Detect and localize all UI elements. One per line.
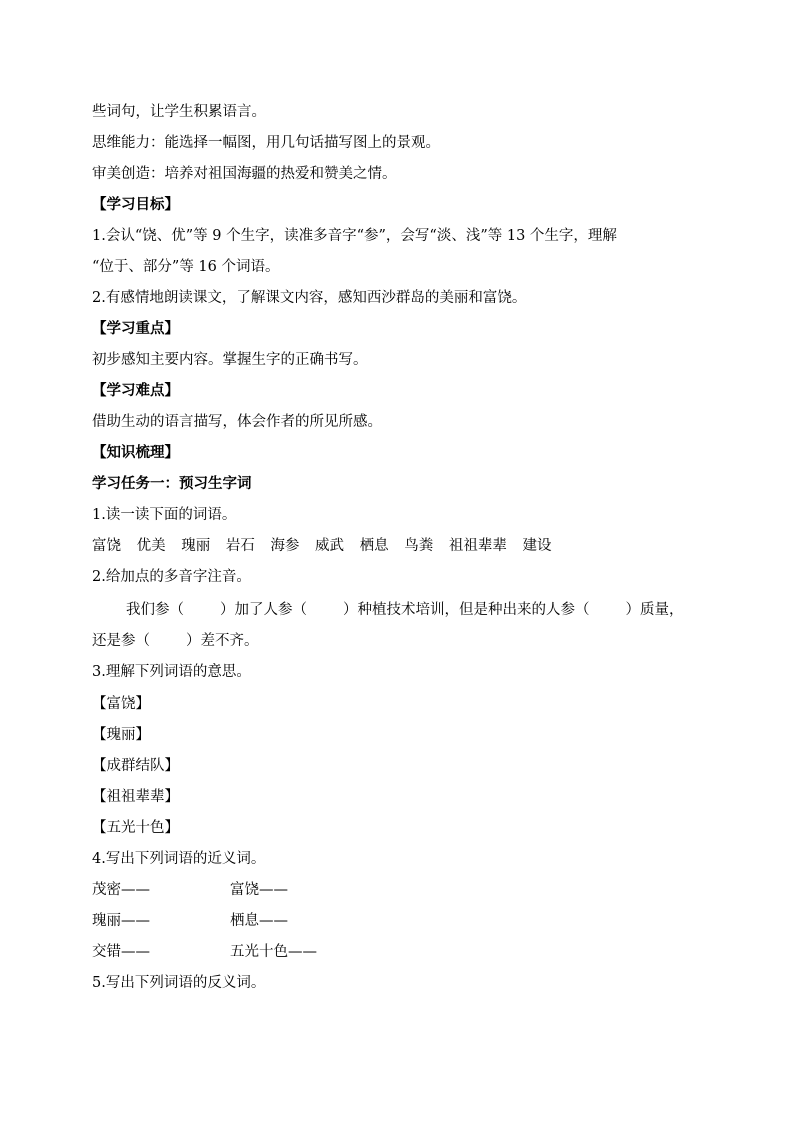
word: 富饶 <box>92 538 121 554</box>
word: 瑰丽 <box>181 538 211 554</box>
word: 威武 <box>315 538 345 554</box>
q4-word: 瑰丽—— <box>92 913 150 929</box>
q5-title: 5.写出下列词语的反义词。 <box>92 975 266 991</box>
q3-item: 【瑰丽】 <box>92 727 150 743</box>
key-heading: 【学习重点】 <box>92 320 179 337</box>
q2-part: 我们参（ <box>126 602 184 618</box>
q4-word: 栖息—— <box>230 913 288 929</box>
word: 栖息 <box>359 538 389 554</box>
q4-pair-row <box>92 942 412 962</box>
goal-item-1: 1.会认“饶、优”等 9 个生字，读准多音字“参”，会写“淡、浅”等 13 个生字，理解 <box>92 228 617 244</box>
q4-pair-row <box>92 911 412 931</box>
q4-title: 4.写出下列词语的近义词。 <box>92 851 266 867</box>
q2-title: 2.给加点的多音字注音。 <box>92 569 251 585</box>
word: 建设 <box>522 538 552 554</box>
text-line: 审美创造：培养对祖国海疆的热爱和赞美之情。 <box>92 166 397 182</box>
word: 鸟粪 <box>404 538 434 554</box>
q4-word: 交错—— <box>92 944 150 960</box>
q2-part: ）质量， <box>625 602 684 618</box>
knowledge-heading: 【知识梳理】 <box>92 444 179 461</box>
q3-item: 【富饶】 <box>92 696 150 712</box>
q3-item: 【成群结队】 <box>92 758 179 774</box>
goal-item-2: 2.有感情地朗读课文，了解课文内容，感知西沙群岛的美丽和富饶。 <box>92 290 527 306</box>
q2-part: 还是参（ <box>92 633 150 649</box>
q3-item: 【祖祖辈辈】 <box>92 789 179 805</box>
q2-part: ）差不齐。 <box>186 633 259 649</box>
q2-part: ）种植技术培训，但是种出来的人参（ <box>343 602 590 618</box>
word: 祖祖辈辈 <box>448 538 507 554</box>
q4-pair-row <box>92 880 412 900</box>
text-line: 思维能力：能选择一幅图，用几句话描写图上的景观。 <box>92 135 440 151</box>
difficulty-heading: 【学习难点】 <box>92 382 179 399</box>
q3-item: 【五光十色】 <box>92 820 179 836</box>
q4-word: 富饶—— <box>230 882 288 898</box>
q4-word: 茂密—— <box>92 882 150 898</box>
q2-sentence <box>126 600 684 620</box>
q2-part: ）加了人参（ <box>220 602 307 618</box>
task1-title: 学习任务一：预习生字词 <box>92 475 252 492</box>
goal-item-1-cont: “位于、部分”等 16 个词语。 <box>92 259 280 275</box>
word: 海参 <box>270 538 300 554</box>
q3-title: 3.理解下列词语的意思。 <box>92 664 251 680</box>
q1-title: 1.读一读下面的词语。 <box>92 507 237 523</box>
goal-heading: 【学习目标】 <box>92 196 179 213</box>
word: 岩石 <box>225 538 255 554</box>
q4-word: 五光十色—— <box>230 944 317 960</box>
difficulty-text: 借助生动的语言描写，体会作者的所见所感。 <box>92 414 382 430</box>
word: 优美 <box>136 538 166 554</box>
q2-sentence-cont <box>92 631 259 651</box>
text-line: 些词句，让学生积累语言。 <box>92 104 266 120</box>
key-text: 初步感知主要内容。掌握生字的正确书写。 <box>92 352 368 368</box>
q1-word-list <box>92 536 562 556</box>
